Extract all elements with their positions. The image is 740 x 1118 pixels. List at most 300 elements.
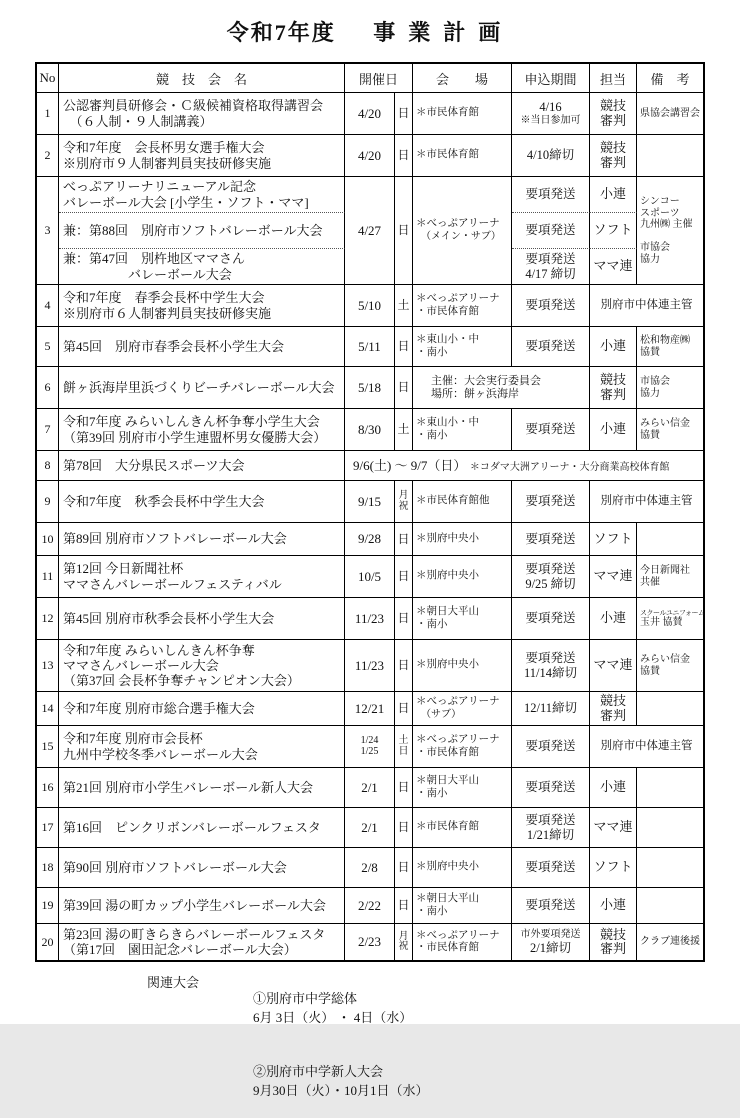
header-date: 開催日	[345, 64, 413, 93]
cell-line: ソフト	[593, 859, 633, 875]
cell-no	[37, 640, 59, 692]
cell-no	[37, 768, 59, 808]
cell-line: 第90回 別府市ソフトバレーボール大会	[63, 859, 287, 875]
cell-remarks	[637, 848, 703, 888]
cell-line: ＊別府中央小	[416, 861, 480, 873]
cell-apply-period	[512, 556, 590, 598]
cell-line: 16	[41, 780, 54, 795]
cell-line: 小連	[600, 897, 627, 913]
cell-line: 今日新聞社	[640, 565, 691, 576]
cell-event-name	[59, 135, 345, 177]
cell-no	[37, 367, 59, 409]
cell-line: 2/1	[361, 779, 378, 795]
title-main: 事業計画	[373, 20, 514, 45]
cell-line: 要項発送	[525, 298, 576, 313]
cell-line: 2/22	[357, 897, 382, 913]
cell-date	[345, 93, 395, 135]
header-event-name: 競 技 会 名	[59, 64, 345, 93]
cell-line: 11/14締切	[524, 665, 578, 680]
cell-line: 5	[44, 339, 51, 354]
cell-event-name	[59, 367, 345, 409]
cell-line: 土	[398, 735, 409, 746]
table-row	[37, 451, 703, 481]
cell-apply-period	[512, 640, 590, 692]
cell-line: 祝	[398, 941, 409, 952]
header-remarks: 備 考	[637, 64, 703, 93]
cell-line: 協力	[640, 387, 661, 399]
cell-staff	[590, 924, 637, 960]
cell-line: ＊べっぷアリーナ	[416, 293, 500, 305]
cell-line: 日	[397, 780, 410, 795]
cell-day	[395, 888, 413, 924]
cell-line: （第37回 会長杯争奪チャンピオン大会）	[63, 673, 300, 689]
cell-line: 県協会講習会	[640, 107, 701, 119]
cell-line: 兼：第88回 別府市ソフトバレーボール大会	[63, 222, 323, 238]
cell-no	[37, 285, 59, 327]
cell-no	[37, 327, 59, 367]
cell-line: 第23回 湯の町きらきらバレーボールフェスタ	[63, 926, 326, 942]
cell-line: 協賛	[640, 429, 661, 441]
table-row	[37, 808, 703, 848]
cell-line: 日	[397, 223, 410, 238]
cell-staff	[590, 888, 637, 924]
cell-date	[345, 848, 395, 888]
cell-line: 日	[397, 658, 410, 673]
table-row	[37, 556, 703, 598]
cell-line: 4	[44, 298, 51, 313]
cell-line: 祝	[398, 500, 409, 512]
cell-date	[345, 481, 395, 523]
cell-line: ・市民体育館	[416, 746, 480, 758]
cell-line: ＊べっぷアリーナ	[416, 734, 500, 746]
cell-day	[395, 285, 413, 327]
cell-line: 8/30	[357, 421, 382, 437]
cell-line: 4/20	[357, 147, 382, 163]
cell-apply-period	[512, 93, 590, 135]
cell-line: 日	[397, 898, 410, 913]
header-no: No	[37, 64, 59, 93]
cell-staff	[590, 640, 637, 692]
cell-line: 市協会	[640, 376, 671, 387]
cell-line: 公認審判員研修会・Ｃ級候補資格取得講習会	[63, 98, 324, 114]
cell-line: ママさんバレーボール大会	[63, 657, 219, 673]
cell-line: 審判	[600, 941, 627, 956]
cell-staff	[590, 249, 637, 285]
cell-line: 要項発送	[525, 422, 576, 437]
related-events-label: 関連大会	[147, 975, 200, 990]
cell-line: 13	[41, 658, 54, 673]
table-row	[37, 409, 703, 451]
cell-line: ＊東山小・中	[416, 334, 480, 346]
cell-remarks	[637, 523, 703, 556]
cell-line: 協力	[640, 253, 661, 265]
cell-no	[37, 556, 59, 598]
cell-venue	[413, 556, 512, 598]
cell-line: 主催：大会実行委員会	[431, 374, 542, 387]
cell-line: ママ連	[593, 568, 633, 584]
cell-venue	[413, 285, 512, 327]
cell-venue	[413, 888, 512, 924]
cell-line: 要項発送	[525, 531, 576, 546]
cell-event-name	[59, 692, 345, 726]
schedule-table	[35, 62, 705, 962]
cell-line: ＊朝日大平山	[416, 606, 480, 618]
cell-event-name	[59, 768, 345, 808]
header-staff: 担当	[590, 64, 637, 93]
cell-event-name	[59, 640, 345, 692]
table-row	[37, 481, 703, 523]
cell-line: ＊市民体育館	[416, 107, 480, 119]
cell-line: ソフト	[593, 222, 633, 238]
cell-day	[395, 367, 413, 409]
cell-line: 玉井 協賛	[640, 616, 683, 628]
cell-staff-remarks	[590, 285, 703, 327]
cell-line: 10	[41, 531, 54, 546]
table-row	[37, 93, 703, 135]
cell-staff	[590, 327, 637, 367]
cell-line: 小連	[600, 338, 627, 354]
cell-line: 5/11	[358, 338, 381, 354]
cell-line: 第39回 湯の町カップ小学生バレーボール大会	[63, 897, 326, 913]
cell-line: 4/10締切	[526, 148, 575, 163]
related-event-item	[227, 1045, 429, 1115]
cell-apply-period	[512, 213, 590, 249]
cell-event-name	[59, 481, 345, 523]
cell-remarks	[637, 367, 703, 409]
table-row	[37, 177, 703, 213]
cell-line: ＊市民体育館	[416, 149, 480, 161]
cell-apply-period	[512, 888, 590, 924]
cell-line: ＊市民体育館他	[416, 495, 490, 507]
table-row	[37, 598, 703, 640]
cell-line: 競技	[600, 140, 627, 156]
cell-line: 1/25	[360, 745, 379, 757]
cell-line: 第78回 大分県民スポーツ大会	[63, 457, 245, 473]
cell-date	[345, 327, 395, 367]
cell-event-name	[59, 327, 345, 367]
table-row	[37, 888, 703, 924]
cell-remarks	[637, 808, 703, 848]
cell-line: 要項発送	[525, 780, 576, 795]
cell-line: ・南小	[416, 429, 448, 441]
cell-venue	[413, 692, 512, 726]
cell-line: 日	[397, 148, 410, 163]
cell-line: 4/27	[357, 222, 382, 238]
cell-line: 第21回 別府市小学生バレーボール新人大会	[63, 779, 313, 795]
cell-line: 月	[398, 490, 409, 501]
cell-date	[345, 598, 395, 640]
cell-apply-period	[512, 409, 590, 451]
cell-day	[395, 768, 413, 808]
cell-date	[345, 692, 395, 726]
cell-line: ※別府市９人制審判員実技研修実施	[63, 155, 272, 171]
cell-line: 6	[44, 380, 51, 395]
cell-line: クラブ連後援	[640, 936, 701, 948]
cell-day	[395, 481, 413, 523]
cell-staff	[590, 808, 637, 848]
cell-apply-period	[512, 924, 590, 960]
cell-date	[345, 135, 395, 177]
cell-line: 4/17 締切	[525, 266, 576, 281]
cell-line: 9/28	[357, 531, 382, 547]
cell-day	[395, 726, 413, 768]
cell-line: 要項発送	[525, 494, 576, 509]
cell-event-name	[59, 523, 345, 556]
cell-day	[395, 93, 413, 135]
cell-event-name	[59, 249, 345, 285]
cell-line: ママ連	[593, 819, 633, 835]
cell-day	[395, 640, 413, 692]
cell-apply-period	[512, 808, 590, 848]
table-row	[37, 924, 703, 960]
cell-event-name	[59, 848, 345, 888]
cell-remarks	[637, 409, 703, 451]
cell-line: 競技	[600, 372, 627, 388]
table-row	[37, 848, 703, 888]
cell-line: ＊朝日大平山	[416, 893, 480, 905]
cell-day	[395, 924, 413, 960]
cell-no	[37, 481, 59, 523]
cell-line: シンコー	[640, 196, 680, 207]
cell-staff	[590, 523, 637, 556]
cell-line: ＊べっぷアリーナ	[416, 218, 500, 230]
related-event-name: ①別府市中学総体	[253, 991, 358, 1006]
cell-date	[345, 409, 395, 451]
cell-venue	[413, 523, 512, 556]
cell-day	[395, 327, 413, 367]
table-row	[37, 327, 703, 367]
cell-line: ＊べっぷアリーナ	[416, 696, 500, 708]
cell-line: 第45回 別府市春季会長杯小学生大会	[63, 338, 285, 354]
cell-date	[345, 924, 395, 960]
cell-line: 11/23	[354, 657, 385, 673]
cell-line: 日	[397, 860, 410, 875]
cell-apply-period	[512, 135, 590, 177]
cell-line: ソフト	[593, 530, 633, 546]
cell-line: 第89回 別府市ソフトバレーボール大会	[63, 531, 287, 547]
cell-line: ＊べっぷアリーナ	[416, 929, 500, 941]
cell-line: 第12回 今日新聞社杯	[63, 561, 184, 577]
cell-remarks	[637, 888, 703, 924]
cell-no	[37, 93, 59, 135]
cell-apply-period	[512, 598, 590, 640]
table-row	[37, 135, 703, 177]
cell-staff	[590, 367, 637, 409]
cell-event-name	[59, 556, 345, 598]
cell-line: ＊別府中央小	[416, 659, 480, 671]
cell-line: みらい信金	[640, 654, 691, 665]
cell-line: 2	[44, 148, 51, 163]
cell-line: 12	[41, 611, 54, 626]
cell-line: 第45回 別府市秋季会長杯小学生大会	[63, 610, 275, 626]
cell-no	[37, 692, 59, 726]
cell-staff	[590, 692, 637, 726]
cell-staff	[590, 848, 637, 888]
cell-line: ・市民体育館	[416, 942, 480, 953]
cell-line: （第17回 園田記念バレーボール大会）	[63, 942, 297, 957]
cell-date	[345, 888, 395, 924]
cell-staff	[590, 556, 637, 598]
cell-line: スポーツ	[640, 207, 680, 219]
related-event-date: 6月 3日（火） ・ 4日（水）	[253, 1010, 413, 1025]
schedule-table-body	[37, 93, 703, 960]
cell-no	[37, 409, 59, 451]
cell-line: 要項発送	[525, 187, 576, 202]
cell-line: 8	[44, 458, 51, 473]
cell-venue	[413, 768, 512, 808]
cell-line: ※別府市６人制審判員実技研修実施	[63, 305, 272, 321]
cell-line: 別府市中体連主管	[600, 739, 693, 752]
cell-line: ＊別府中央小	[416, 570, 480, 582]
cell-line: 第16回 ピンクリボンバレーボールフェスタ	[63, 819, 321, 835]
cell-staff	[590, 598, 637, 640]
cell-line: 松和物産㈱	[640, 335, 691, 346]
cell-no	[37, 924, 59, 960]
cell-line: 5/10	[357, 297, 382, 313]
cell-line: ・市民体育館	[416, 305, 480, 317]
cell-venue	[413, 93, 512, 135]
cell-line: スクールユニフォーム	[640, 608, 705, 617]
cell-apply-period	[512, 726, 590, 768]
cell-staff	[590, 135, 637, 177]
cell-remarks	[637, 93, 703, 135]
cell-line: 要項発送	[525, 898, 576, 913]
cell-line: 日	[397, 611, 410, 626]
cell-line: 小連	[600, 779, 627, 795]
cell-line: 日	[397, 380, 410, 395]
cell-venue	[413, 327, 512, 367]
cell-line: 九州中学校冬季バレーボール大会	[63, 746, 258, 762]
cell-apply-period	[512, 481, 590, 523]
cell-line: 11	[41, 569, 54, 584]
cell-line: 令和7年度 会長杯男女選手権大会	[63, 140, 265, 156]
cell-day	[395, 409, 413, 451]
cell-line: 小連	[600, 186, 627, 202]
cell-line: 審判	[600, 707, 627, 723]
cell-event-name	[59, 726, 345, 768]
cell-staff	[590, 768, 637, 808]
cell-line: （第39回 別府市小学生連盟杯男女優勝大会）	[63, 429, 327, 445]
cell-remarks	[637, 135, 703, 177]
cell-remarks	[637, 327, 703, 367]
cell-line: 競技	[600, 693, 627, 709]
cell-no	[37, 808, 59, 848]
cell-staff	[590, 93, 637, 135]
cell-line: 5/18	[357, 379, 382, 395]
table-row	[37, 367, 703, 409]
cell-remarks	[637, 768, 703, 808]
cell-line: ・南小	[416, 905, 448, 917]
related-event-date: 9月30日（火）・10月1日（水）	[253, 1083, 429, 1098]
cell-line: 審判	[600, 154, 627, 170]
cell-line: 協賛	[640, 346, 661, 358]
cell-date	[345, 285, 395, 327]
cell-remarks	[637, 556, 703, 598]
cell-line: 要項発送	[525, 860, 576, 875]
cell-line: 要項発送	[525, 650, 576, 665]
cell-line: 要項発送	[525, 339, 576, 354]
cell-line: 場所：餅ヶ浜海岸	[431, 387, 520, 400]
cell-date	[345, 177, 395, 285]
cell-line: ママ連	[593, 657, 633, 673]
cell-line: （６人制・９人制講義）	[63, 113, 213, 129]
table-header-row	[37, 64, 703, 93]
related-events	[147, 972, 429, 1118]
cell-line: 日	[397, 106, 410, 121]
cell-no	[37, 135, 59, 177]
cell-line: 要項発送	[525, 561, 576, 576]
cell-venue	[413, 848, 512, 888]
cell-line	[640, 231, 703, 243]
cell-line: 協賛	[640, 665, 661, 677]
related-event-item	[227, 972, 429, 1042]
header-venue: 会 場	[413, 64, 512, 93]
cell-event-name	[59, 93, 345, 135]
cell-line: 18	[41, 860, 54, 875]
cell-date-venue-merged	[345, 451, 703, 481]
cell-staff	[590, 409, 637, 451]
cell-line: 月	[398, 930, 409, 942]
cell-line: 要項発送	[525, 739, 576, 754]
cell-remarks	[637, 640, 703, 692]
cell-line: 日	[398, 745, 409, 757]
cell-line: 9/15	[357, 493, 382, 509]
cell-day	[395, 808, 413, 848]
cell-remarks	[637, 598, 703, 640]
cell-staff	[590, 213, 637, 249]
cell-venue	[413, 726, 512, 768]
cell-venue	[413, 598, 512, 640]
cell-no	[37, 523, 59, 556]
cell-venue	[413, 924, 512, 960]
table-row	[37, 285, 703, 327]
cell-line: 審判	[600, 386, 627, 402]
cell-line: 令和7年度 別府市会長杯	[63, 731, 203, 747]
cell-line: 市外要項発送	[520, 928, 581, 940]
cell-line: 15	[41, 739, 54, 754]
cell-line: ＊市民体育館	[416, 821, 480, 833]
cell-line: 令和7年度 みらいしんきん杯争奪	[63, 642, 255, 658]
related-events-list	[227, 972, 429, 1118]
cell-date	[345, 808, 395, 848]
related-event-name: ②別府市中学新人大会	[253, 1064, 384, 1079]
cell-remarks	[637, 692, 703, 726]
cell-staff	[590, 177, 637, 213]
table-row	[37, 640, 703, 692]
cell-event-name	[59, 924, 345, 960]
cell-line: （サブ）	[416, 708, 462, 720]
cell-event-name	[59, 213, 345, 249]
cell-line: 共催	[640, 576, 661, 588]
cell-line: 9	[44, 494, 51, 509]
cell-line: 9/25 締切	[525, 576, 576, 591]
cell-staff-remarks	[590, 726, 703, 768]
cell-line: ・南小	[416, 346, 448, 358]
cell-line: 別府市中体連主管	[600, 494, 693, 507]
cell-venue-apply	[413, 367, 590, 409]
cell-line: ※当日参加可	[520, 114, 581, 126]
cell-line: 兼：第47回 別杵地区ママさん	[63, 251, 246, 267]
cell-day	[395, 135, 413, 177]
cell-line: みらい信金	[640, 418, 691, 429]
cell-line: 1/21締切	[526, 827, 575, 842]
cell-date	[345, 768, 395, 808]
cell-line: 要項発送	[525, 812, 576, 827]
cell-line: 競技	[600, 926, 627, 942]
cell-staff-remarks	[590, 481, 703, 523]
cell-venue	[413, 409, 512, 451]
cell-venue	[413, 135, 512, 177]
